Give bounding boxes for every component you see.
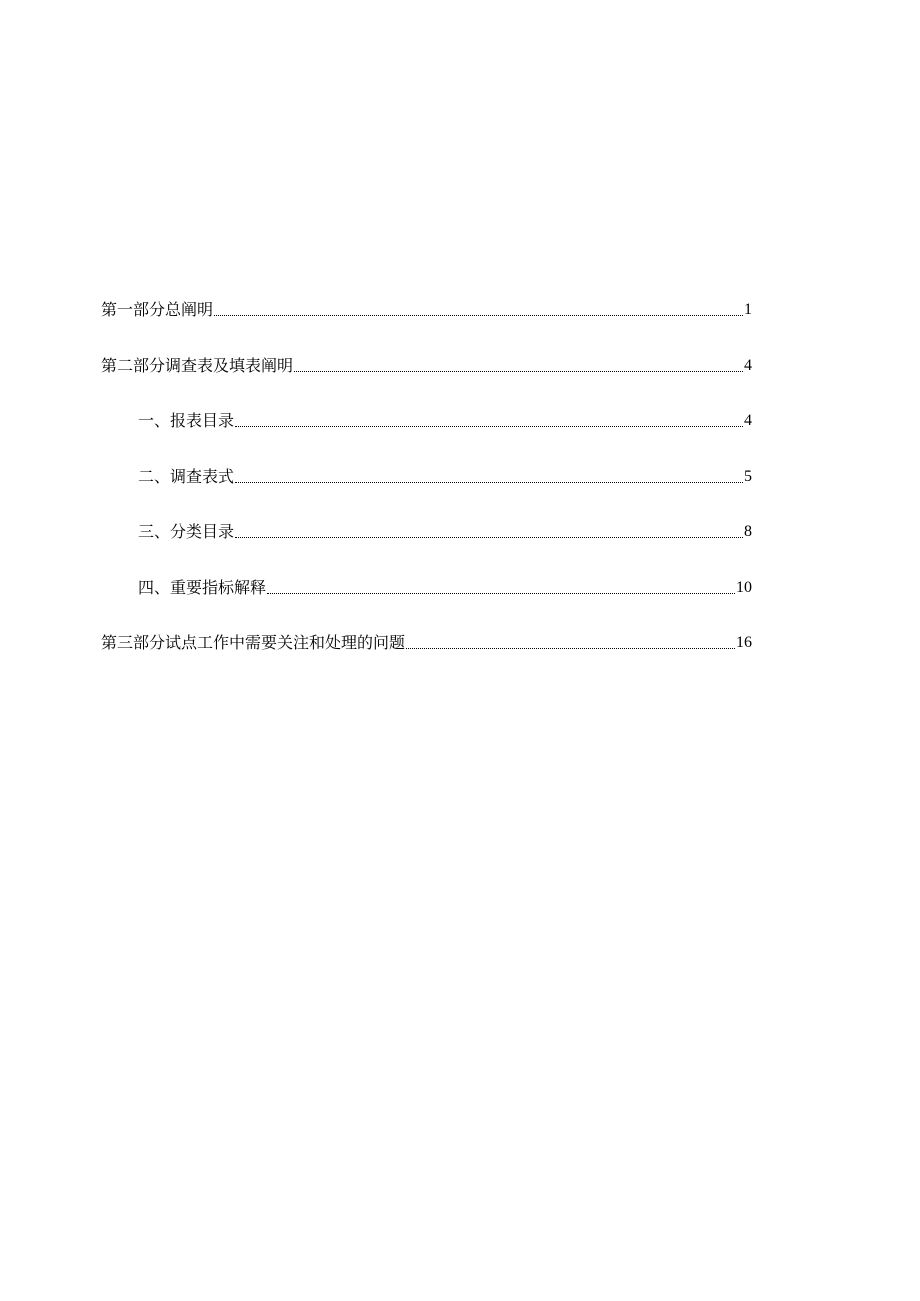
- table-of-contents: [101, 292, 752, 681]
- toc-entry-title: 二、调查表式: [138, 466, 235, 486]
- toc-entry-title: 三、分类目录: [138, 522, 235, 541]
- toc-dot-leader: [235, 482, 743, 483]
- toc-dot-leader: [294, 371, 743, 372]
- toc-entry-indicator-explanations[interactable]: [101, 570, 752, 598]
- toc-entry-part-1[interactable]: [101, 292, 752, 320]
- toc-entry-title: 第二部分调查表及填表阐明: [101, 355, 294, 375]
- toc-entry-report-catalog[interactable]: [101, 403, 752, 431]
- toc-page-number: 4: [744, 412, 752, 429]
- toc-entry-part-2[interactable]: [101, 348, 752, 376]
- toc-page-number: 1: [744, 301, 752, 318]
- toc-entry-title: 一、报表目录: [138, 411, 235, 430]
- toc-page-number: 16: [736, 634, 752, 651]
- toc-dot-leader: [214, 315, 743, 316]
- toc-page-number: 10: [736, 578, 752, 596]
- toc-dot-leader: [406, 648, 735, 649]
- toc-entry-title: 第一部分总阐明: [101, 300, 214, 319]
- toc-entry-classification-catalog[interactable]: [101, 514, 752, 542]
- toc-dot-leader: [267, 593, 735, 594]
- toc-dot-leader: [235, 426, 743, 427]
- toc-entry-title: 第三部分试点工作中需要关注和处理的问题: [101, 633, 406, 652]
- toc-entry-title: 四、重要指标解释: [138, 577, 267, 597]
- toc-page-number: 8: [744, 523, 752, 540]
- toc-entry-survey-forms[interactable]: [101, 459, 752, 487]
- toc-dot-leader: [235, 537, 743, 538]
- toc-page-number: 5: [744, 467, 752, 485]
- toc-page-number: 4: [744, 356, 752, 374]
- toc-entry-part-3[interactable]: [101, 625, 752, 653]
